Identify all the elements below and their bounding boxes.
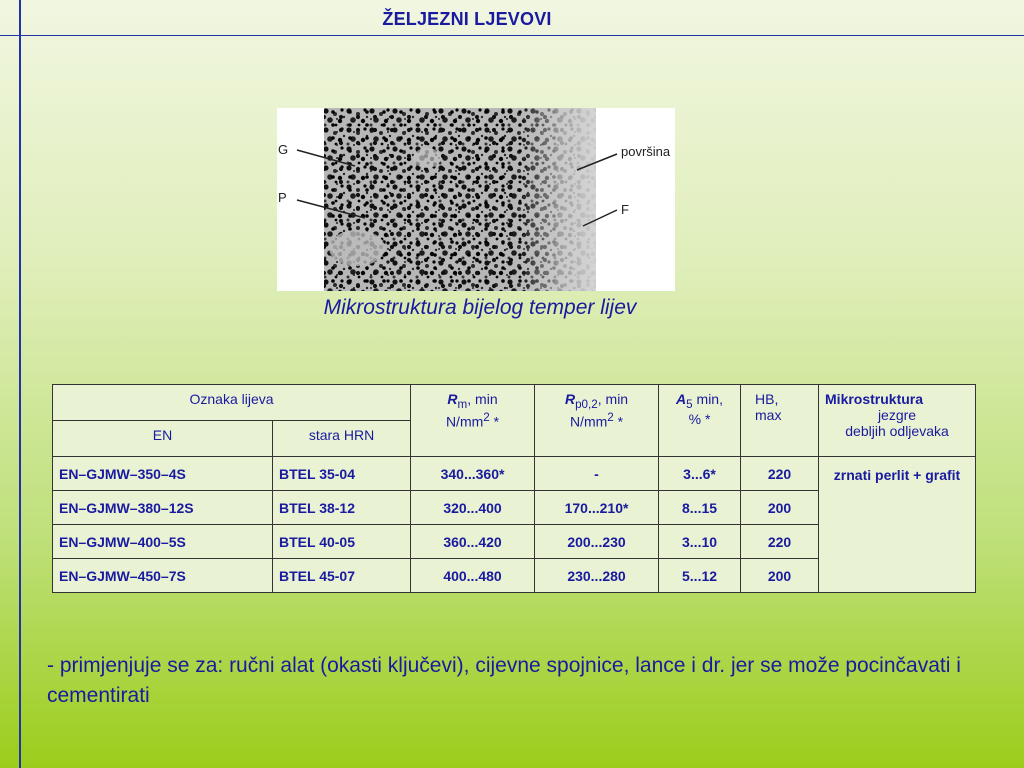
cell-hrn: BTEL 40-05 [273,525,411,559]
vertical-rule [19,0,21,768]
header-rp: $R_{p0,2}$, min $N/mm^2$ * [535,385,659,457]
cell-hb: 200 [741,559,819,593]
cell-microstructure: zrnati perlit + grafit [819,457,976,593]
label-f: F [621,202,629,217]
label-g: G [278,142,289,157]
cell-rp: - [535,457,659,491]
cell-hb: 220 [741,525,819,559]
cell-rp: 230...280 [535,559,659,593]
cell-hb: 220 [741,457,819,491]
usage-note: - primjenjuje se za: ručni alat (okasti ključevi), cijevne spojnice, lance i dr. jer se može pocinčavati i cementirati [47,654,961,707]
cell-a5: 3...6* [659,457,741,491]
horizontal-rule [0,35,1024,36]
header-hrn: stara HRN [273,421,411,457]
table-row [53,457,976,491]
label-p: P [278,190,287,205]
header-en: EN [53,421,273,457]
cell-rm: 320...400 [411,491,535,525]
header-rm: $R_m$, min $N/mm^2$ * [411,385,535,457]
cell-en: EN–GJMW–380–12S [53,491,273,525]
figure-caption: Mikrostruktura bijelog temper lijev [323,296,637,319]
cell-rp: 170...210* [535,491,659,525]
cell-rp: 200...230 [535,525,659,559]
cell-en: EN–GJMW–450–7S [53,559,273,593]
properties-table [52,384,976,593]
cell-hb: 200 [741,491,819,525]
cell-rm: 360...420 [411,525,535,559]
header-mikrostruktura: Mikrostruktura jezgre debljih odljevaka [819,385,976,457]
cell-rm: 400...480 [411,559,535,593]
cell-hrn: BTEL 45-07 [273,559,411,593]
header-hb: HB, max [741,385,819,457]
slide-title: ŽELJEZNI LJEVOVI [382,9,552,29]
cell-hrn: BTEL 38-12 [273,491,411,525]
cell-a5: 5...12 [659,559,741,593]
micrograph-figure [277,108,675,291]
header-oznaka: Oznaka lijeva [53,385,411,421]
label-surface: površina [621,144,671,159]
header-a5: $A_5$ min, % * [659,385,741,457]
cell-a5: 8...15 [659,491,741,525]
cell-en: EN–GJMW–350–4S [53,457,273,491]
cell-a5: 3...10 [659,525,741,559]
micrograph-image [277,108,675,291]
cell-en: EN–GJMW–400–5S [53,525,273,559]
cell-hrn: BTEL 35-04 [273,457,411,491]
cell-rm: 340...360* [411,457,535,491]
